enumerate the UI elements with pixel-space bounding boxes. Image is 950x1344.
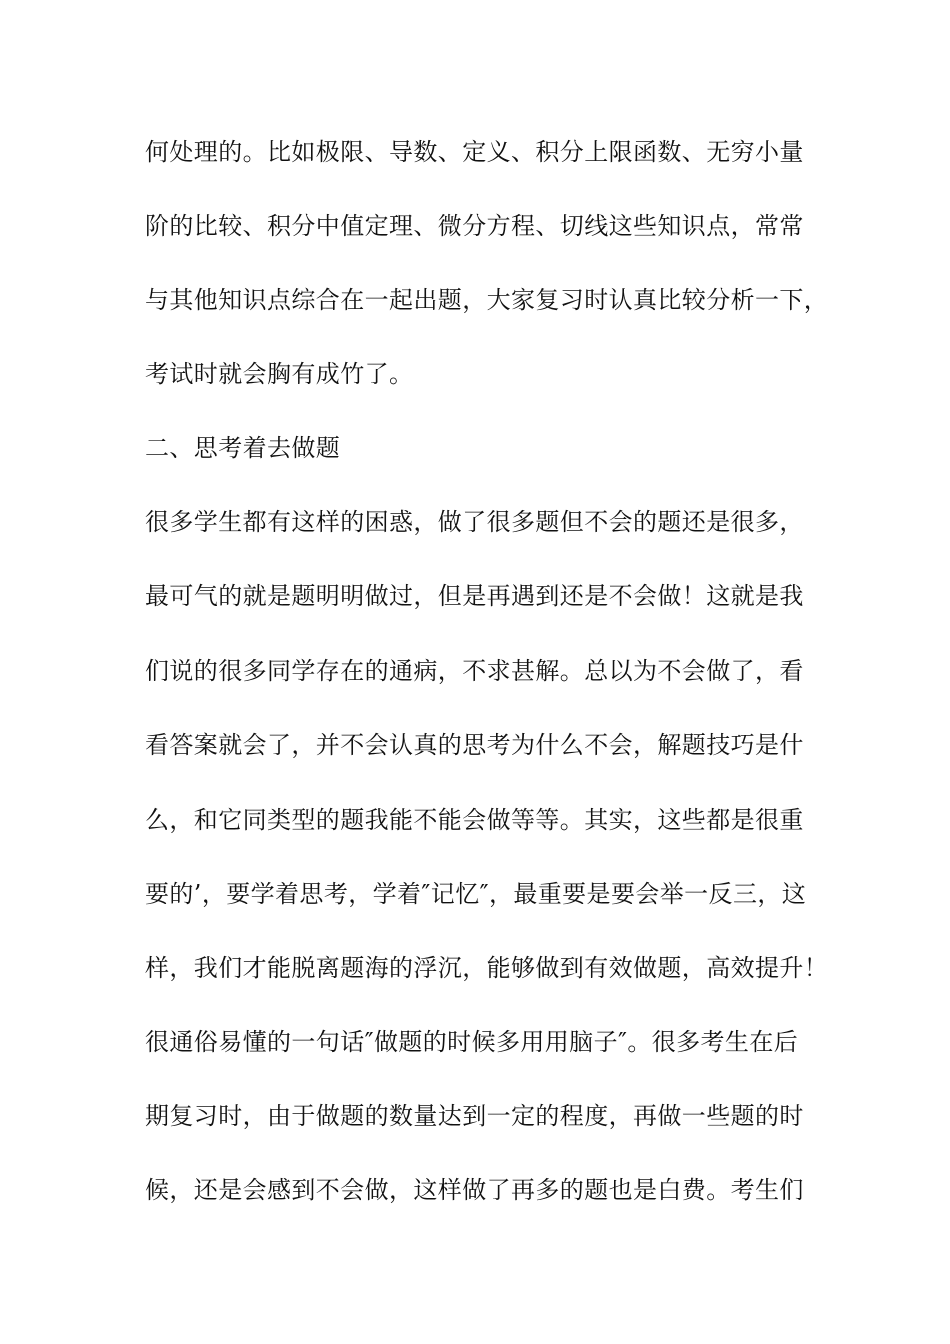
section-heading: 二、思考着去做题	[145, 434, 341, 462]
text-line: 样，我们才能脱离题海的浮沉，能够做到有效做题，高效提升！	[145, 954, 829, 982]
text-line: 很通俗易懂的一句话″做题的时候多用用脑子″。很多考生在后	[145, 1028, 799, 1056]
text-line: 阶的比较、积分中值定理、微分方程、切线这些知识点，常常	[145, 212, 804, 240]
text-line: 们说的很多同学存在的通病，不求甚解。总以为不会做了，看	[145, 657, 804, 685]
text-line: 要的’，要学着思考，学着″记忆″，最重要是要会举一反三，这	[145, 880, 807, 908]
text-line: 候，还是会感到不会做，这样做了再多的题也是白费。考生们	[145, 1176, 804, 1204]
text-line: 期复习时，由于做题的数量达到一定的程度，再做一些题的时	[145, 1102, 804, 1130]
text-line: 与其他知识点综合在一起出题，大家复习时认真比较分析一下，	[145, 286, 829, 314]
text-line: 最可气的就是题明明做过，但是再遇到还是不会做！这就是我	[145, 582, 804, 610]
text-line: 何处理的。比如极限、导数、定义、积分上限函数、无穷小量	[145, 138, 804, 166]
text-line: 看答案就会了，并不会认真的思考为什么不会，解题技巧是什	[145, 731, 804, 759]
text-line: 考试时就会胸有成竹了。	[145, 360, 414, 388]
text-line: 很多学生都有这样的困惑，做了很多题但不会的题还是很多，	[145, 508, 804, 536]
text-line: 么，和它同类型的题我能不能会做等等。其实，这些都是很重	[145, 806, 804, 834]
